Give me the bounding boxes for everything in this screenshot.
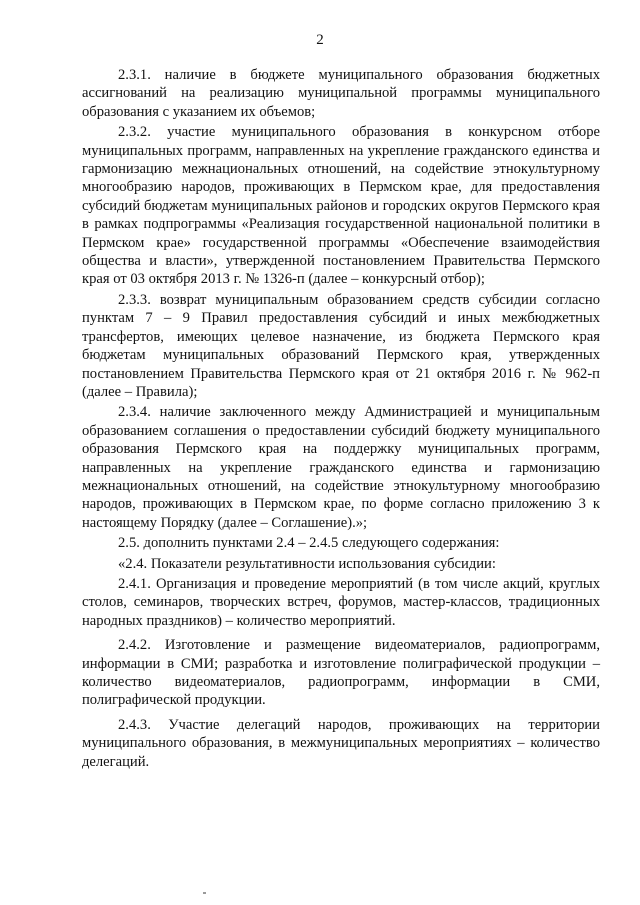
page-number: 2 (316, 32, 324, 48)
document-body (82, 66, 600, 773)
paragraph-2-3-3: 2.3.3. возврат муниципальным образованием средств субсидии согласно пунктам 7 – 9 Правил предоставления субсидий и иных межбюджетных трансфертов, имеющих целевое назначение, из бюджета Пермского края бюджетам муниципальных образований Пермского края, утвержденных постановлением Правительства Пермского края от 21 октября 2016 г. № 962-п (далее – Правила); (82, 291, 600, 400)
paragraph-2-3-2: 2.3.2. участие муниципального образования в конкурсном отборе муниципальных программ, направленных на укрепление гражданского единства и гармонизацию межнациональных отношений, на содействие этнокультурному многообразию народов, проживающих в Пермском крае, для предоставления субсидий бюджетам муниципальных районов и городских округов Пермского края в рамках подпрограммы «Реализация государственной национальной политики в Пермском крае» государственной программы «Обеспечение взаимодействия общества и власти», утвержденной постановлением Правительства Пермского края от 03 октября 2013 г. № 1326-п (далее – конкурсный отбор); (82, 124, 600, 288)
paragraph-2-5: 2.5. дополнить пунктами 2.4 – 2.4.5 следующего содержания: (118, 535, 500, 552)
scan-speck (203, 892, 206, 894)
paragraph-2-3-1: 2.3.1. наличие в бюджете муниципального образования бюджетных ассигнований на реализацию муниципальной программы муниципального образования с указанием их объемов; (82, 67, 600, 120)
paragraph-2-4-heading: «2.4. Показатели результативности использования субсидии: (118, 555, 496, 572)
paragraph-2-4-2: 2.4.2. Изготовление и размещение видеоматериалов, радиопрограмм, информации в СМИ; разработка и изготовление полиграфической продукции – количество видеоматериалов, радиопрограмм, информации в СМИ, полиграфической продукции. (82, 637, 600, 709)
paragraph-2-4-3: 2.4.3. Участие делегаций народов, проживающих на территории муниципального образования, в межмуниципальных мероприятиях – количество делегаций. (82, 716, 600, 770)
paragraph-2-4-1: 2.4.1. Организация и проведение мероприятий (в том числе акций, круглых столов, семинаров, творческих встреч, форумов, мастер-классов, традиционных народных праздников) – количество мероприятий. (82, 575, 600, 629)
paragraph-2-3-4: 2.3.4. наличие заключенного между Администрацией и муниципальным образованием соглашения о предоставлении субсидий бюджету муниципального образования Пермского края на поддержку муниципальных программ, направленных на укрепление гражданского единства и гармонизацию межнациональных отношений, на содействие этнокультурному многообразию народов, проживающих в Пермском крае, по форме согласно приложению 3 к настоящему Порядку (далее – Соглашение).»; (82, 404, 600, 531)
